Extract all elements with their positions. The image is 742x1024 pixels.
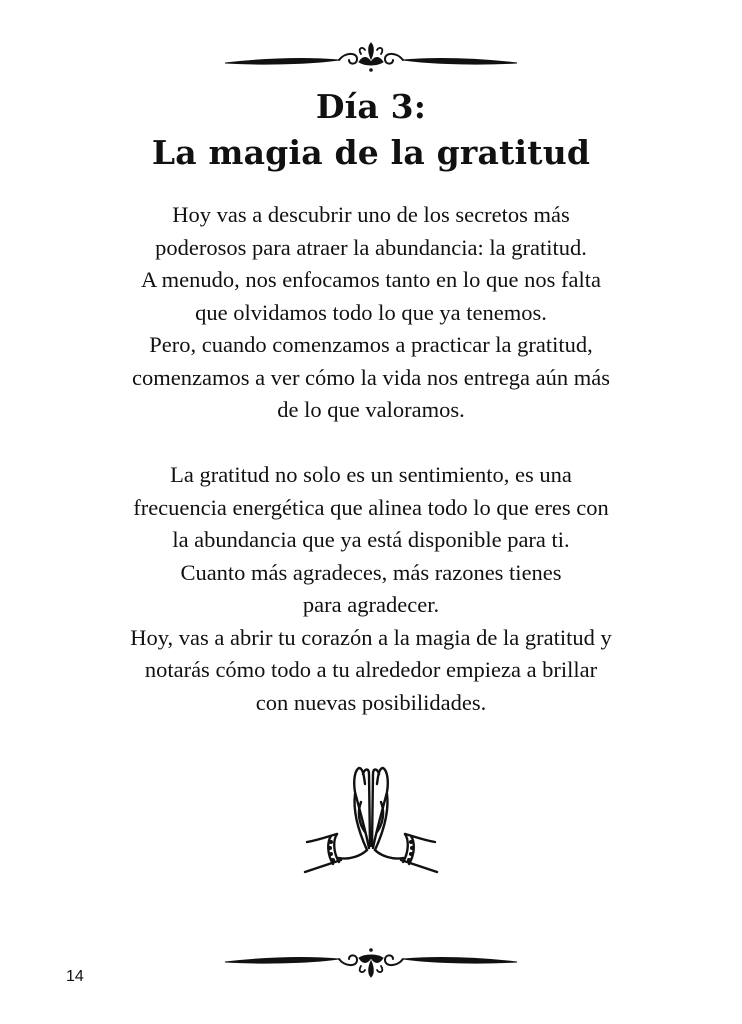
paragraph-1-line: poderosos para atraer la abundancia: la gratitud. (155, 234, 587, 260)
paragraph-2-line: Cuanto más agradeces, más razones tienes (180, 559, 562, 585)
top-flourish-divider-icon (221, 40, 521, 76)
paragraph-2-line: notarás cómo todo a tu alrededor empieza a brillar (144, 657, 598, 682)
paragraph-2-line: con nuevas posibilidades. (255, 689, 487, 715)
paragraph-1-line: Pero, cuando comenzamos a practicar la gratitud, (149, 332, 593, 357)
paragraph-2-line: frecuencia energética que alinea todo lo que eres con (133, 494, 609, 520)
page-title (0, 84, 742, 176)
paragraph-2-line: la abundancia que ya está disponible para ti. (172, 527, 570, 552)
paragraph-2-line: para agradecer. (302, 592, 440, 617)
paragraph-1-line: que olvidamos todo lo que ya tenemos. (195, 299, 547, 325)
paragraph-1-line: A menudo, nos enfocamos tanto en lo que nos falta (141, 267, 601, 292)
title-day: Día 3: (315, 87, 427, 126)
page-number: 14 (66, 968, 84, 985)
paragraph-2-line: Hoy, vas a abrir tu corazón a la magia de la gratitud y (130, 624, 612, 650)
paragraph-2-line: La gratitud no solo es un sentimiento, es una (170, 462, 572, 487)
title-theme: La magia de la gratitud (151, 133, 591, 172)
paragraph-1-line: comenzamos a ver cómo la vida nos entrega aún más (132, 364, 610, 390)
paragraph-gap (40, 427, 702, 460)
paragraph-1-line: de lo que valoramos. (277, 397, 465, 422)
praying-hands-icon (301, 762, 441, 882)
body-text (40, 199, 702, 719)
bottom-flourish-divider-icon (221, 946, 521, 982)
paragraph-1-line: Hoy vas a descubrir uno de los secretos más (172, 202, 570, 227)
